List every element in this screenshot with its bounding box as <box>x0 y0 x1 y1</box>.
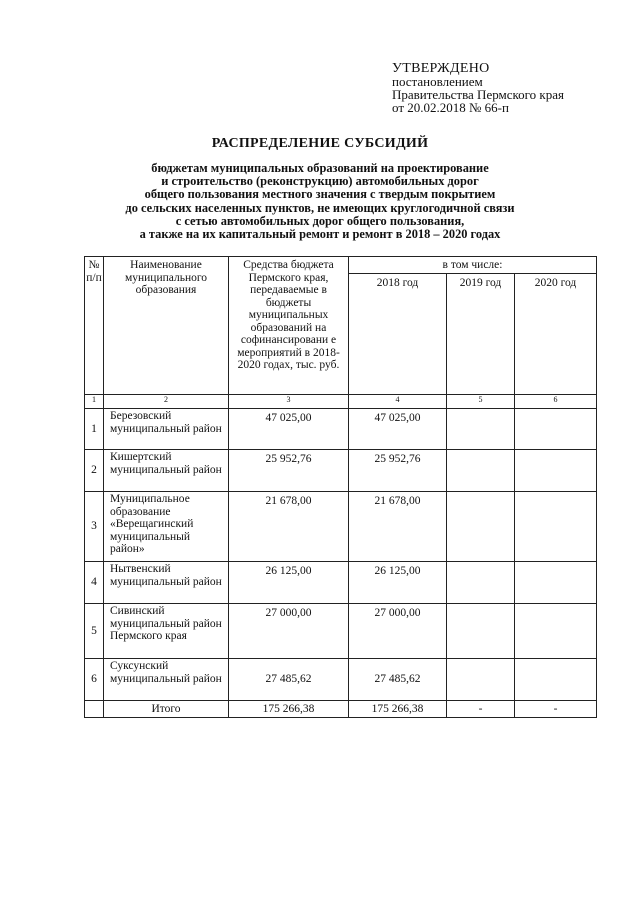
header-name: Наименование муниципального образования <box>104 257 229 395</box>
header-funds: Средства бюджета Пермского края, передаваемые в бюджеты муниципальных образований на софинансировани е мероприятий в 2018-2020 годах, тыс. руб. <box>229 257 349 395</box>
document-title: РАСПРЕДЕЛЕНИЕ СУБСИДИЙ <box>211 136 429 151</box>
row-number: 5 <box>85 604 104 659</box>
row-number: 6 <box>85 659 104 701</box>
row-total: 25 952,76 <box>229 450 349 492</box>
subtitle-line: бюджетам муниципальных образований на проектирование <box>151 161 489 175</box>
row-number: 3 <box>85 492 104 562</box>
row-2018: 27 000,00 <box>349 604 447 659</box>
row-2020 <box>515 562 597 604</box>
row-2018: 21 678,00 <box>349 492 447 562</box>
total-sum: 175 266,38 <box>229 701 349 718</box>
header-2019: 2019 год <box>447 274 515 395</box>
table-row <box>85 450 597 492</box>
row-2018: 27 485,62 <box>349 659 447 701</box>
row-name: Суксунский муниципальный район <box>104 659 229 701</box>
table-row <box>85 562 597 604</box>
row-name: Муниципальное образование «Верещагинский муниципальный район» <box>104 492 229 562</box>
subtitle-line: с сетью автомобильных дорог общего пользования, <box>175 213 465 228</box>
row-2019 <box>447 492 515 562</box>
col-number-2: 2 <box>104 395 229 409</box>
row-2018: 47 025,00 <box>349 409 447 450</box>
header-2020: 2020 год <box>515 274 597 395</box>
header-2018: 2018 год <box>349 274 447 395</box>
header-number: № п/п <box>85 257 104 395</box>
row-2019 <box>447 659 515 701</box>
table-row <box>85 492 597 562</box>
col-number-4: 4 <box>349 395 447 409</box>
row-name: Нытвенский муниципальный район <box>104 562 229 604</box>
row-number: 1 <box>85 409 104 450</box>
subsidy-table <box>84 256 597 718</box>
row-total: 27 485,62 <box>229 659 349 701</box>
row-name: Кишертский муниципальный район <box>104 450 229 492</box>
approval-stamp <box>392 62 564 114</box>
approval-line-3: Правительства Пермского края <box>392 87 564 102</box>
row-2018: 25 952,76 <box>349 450 447 492</box>
total-label: Итого <box>104 701 229 718</box>
row-2019 <box>447 450 515 492</box>
row-2020 <box>515 450 597 492</box>
approval-title: УТВЕРЖДЕНО <box>392 61 490 76</box>
row-2020 <box>515 659 597 701</box>
subtitle-line: а также на их капитальный ремонт и ремонт в 2018 – 2020 годах <box>139 227 501 242</box>
total-row <box>85 701 597 718</box>
col-number-6: 6 <box>515 395 597 409</box>
row-2019 <box>447 604 515 659</box>
row-2020 <box>515 409 597 450</box>
row-total: 21 678,00 <box>229 492 349 562</box>
row-2020 <box>515 492 597 562</box>
subtitle-line: до сельских населенных пунктов, не имеющих круглогодичной связи <box>125 200 515 215</box>
total-number-cell <box>85 701 104 718</box>
total-2018: 175 266,38 <box>349 701 447 718</box>
col-number-3: 3 <box>229 395 349 409</box>
approval-line-4: от 20.02.2018 № 66-п <box>392 100 509 115</box>
row-total: 26 125,00 <box>229 562 349 604</box>
row-number: 2 <box>85 450 104 492</box>
row-total: 27 000,00 <box>229 604 349 659</box>
subtitle-line: и строительство (реконструкцию) автомобильных дорог <box>161 174 479 189</box>
row-name: Березовский муниципальный район <box>104 409 229 450</box>
document-subtitle <box>90 162 550 241</box>
row-2018: 26 125,00 <box>349 562 447 604</box>
row-2020 <box>515 604 597 659</box>
table-row <box>85 604 597 659</box>
row-2019 <box>447 409 515 450</box>
approval-line-2: постановлением <box>392 74 483 89</box>
subtitle-line: общего пользования местного значения с твердым покрытием <box>144 187 496 202</box>
col-number-1: 1 <box>85 395 104 409</box>
header-including: в том числе: <box>349 257 597 274</box>
row-name: Сивинский муниципальный район Пермского края <box>104 604 229 659</box>
total-2019: - <box>447 701 515 718</box>
table-row <box>85 659 597 701</box>
row-number: 4 <box>85 562 104 604</box>
total-2020: - <box>515 701 597 718</box>
table-row <box>85 409 597 450</box>
col-number-5: 5 <box>447 395 515 409</box>
row-2019 <box>447 562 515 604</box>
row-total: 47 025,00 <box>229 409 349 450</box>
